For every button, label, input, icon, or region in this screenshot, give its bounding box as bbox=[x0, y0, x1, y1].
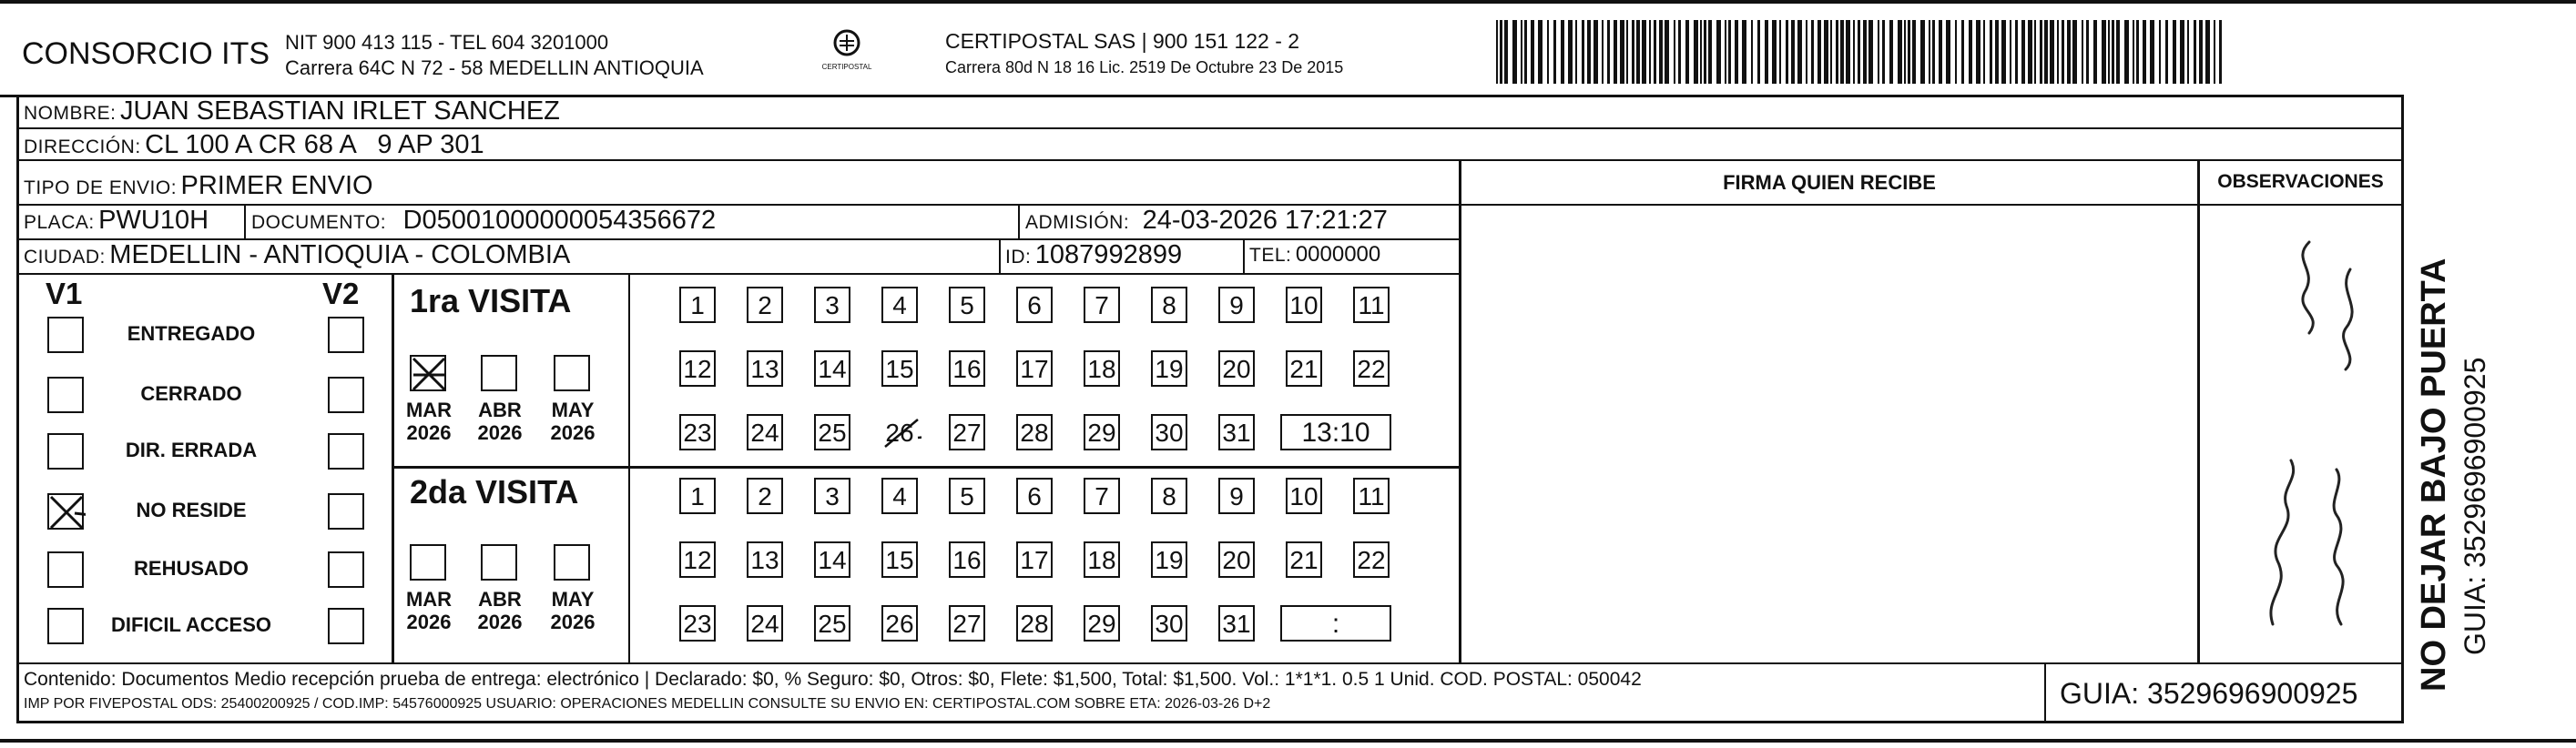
status-label: CERRADO bbox=[140, 382, 242, 405]
barcode-bar bbox=[1990, 20, 1992, 84]
document-label: DOCUMENTO: bbox=[251, 212, 387, 233]
day-box[interactable]: 3 bbox=[814, 287, 850, 323]
month-checkbox[interactable] bbox=[410, 544, 446, 581]
barcode-bar bbox=[1704, 20, 1706, 84]
visit1-title: 1ra VISITA bbox=[410, 282, 572, 319]
status-v1-checkbox[interactable] bbox=[47, 608, 84, 644]
day-box[interactable]: 15 bbox=[881, 350, 918, 387]
id-field bbox=[1005, 240, 1182, 270]
barcode-bar bbox=[1797, 20, 1802, 84]
day-box[interactable]: 31 bbox=[1218, 414, 1255, 450]
carrier-license: Carrera 80d N 18 16 Lic. 2519 De Octubre 23 De 2015 bbox=[945, 58, 1344, 76]
barcode-bar bbox=[1830, 20, 1832, 84]
day-box[interactable]: 19 bbox=[1151, 350, 1187, 387]
barcode-bar bbox=[1976, 20, 1980, 84]
barcode-bar bbox=[1863, 20, 1867, 84]
barcode-bar bbox=[1587, 20, 1591, 84]
barcode-bar bbox=[2044, 20, 2048, 84]
day-box[interactable]: 5 bbox=[949, 478, 985, 514]
day-box[interactable]: 25 bbox=[814, 414, 850, 450]
time-box[interactable]: 13:10 bbox=[1280, 414, 1391, 450]
day-box[interactable]: 14 bbox=[814, 541, 850, 578]
footer-contents: Contenido: Documentos Medio recepción prueba de entrega: electrónico | Declarado: $0, % Seguro: $0, Otros: $0, Flete: $1,500, Total: $1,500. Vol.: 1*1*1. 0.5 1 Unid. COD. POSTAL: 050042 bbox=[24, 669, 1642, 690]
month-label: MAR 2026 bbox=[405, 588, 453, 633]
barcode-bar bbox=[2205, 20, 2210, 84]
barcode-bar bbox=[2082, 20, 2083, 84]
barcode-bar bbox=[2102, 20, 2106, 84]
barcode bbox=[1496, 20, 2225, 84]
day-box[interactable]: 12 bbox=[679, 350, 716, 387]
day-box[interactable]: 23 bbox=[679, 414, 716, 450]
status-v2-checkbox[interactable] bbox=[328, 608, 364, 644]
barcode-bar bbox=[1582, 20, 1584, 84]
visit-divider bbox=[392, 466, 1459, 469]
month-checkbox[interactable] bbox=[410, 355, 446, 391]
barcode-bar bbox=[1547, 20, 1549, 84]
day-box[interactable]: 21 bbox=[1286, 350, 1322, 387]
month-label: MAY 2026 bbox=[550, 588, 596, 633]
barcode-bar bbox=[1889, 20, 1893, 84]
barcode-bar bbox=[2021, 20, 2025, 84]
time-box[interactable]: : bbox=[1280, 605, 1391, 642]
barcode-bar bbox=[1786, 20, 1788, 84]
barcode-bar bbox=[2194, 20, 2196, 84]
day-box[interactable]: 18 bbox=[1084, 541, 1120, 578]
barcode-bar bbox=[2173, 20, 2176, 84]
day-box[interactable]: 20 bbox=[1218, 541, 1255, 578]
day-box[interactable]: 27 bbox=[949, 414, 985, 450]
id-divider-right bbox=[1243, 238, 1245, 273]
city-label: CIUDAD: bbox=[24, 247, 106, 268]
barcode-bar bbox=[1725, 20, 1726, 84]
id-divider-left bbox=[999, 238, 1001, 273]
day-box[interactable]: 30 bbox=[1151, 414, 1187, 450]
status-v2-checkbox[interactable] bbox=[328, 551, 364, 588]
certipostal-logo: CERTIPOSTAL bbox=[820, 27, 874, 71]
barcode-bar bbox=[1929, 20, 1930, 84]
name-value: JUAN SEBASTIAN IRLET SANCHEZ bbox=[119, 96, 560, 126]
barcode-bar bbox=[1531, 20, 1534, 84]
company-name: CONSORCIO ITS bbox=[22, 36, 270, 71]
day-box[interactable]: 2 bbox=[747, 287, 783, 323]
barcode-bar bbox=[1708, 20, 1712, 84]
day-box[interactable]: 6 bbox=[1016, 287, 1053, 323]
barcode-bar bbox=[1898, 20, 1902, 84]
v2-header: V2 bbox=[322, 277, 360, 310]
day-box[interactable]: 24 bbox=[747, 605, 783, 642]
day-box[interactable]: 25 bbox=[814, 605, 850, 642]
footer-divider bbox=[2044, 662, 2046, 723]
send-type-label: TIPO DE ENVIO: bbox=[24, 177, 178, 198]
barcode-bar bbox=[2165, 20, 2168, 84]
status-v1-checkbox[interactable] bbox=[47, 493, 84, 530]
day-box[interactable]: 9 bbox=[1218, 478, 1255, 514]
day-box[interactable]: 22 bbox=[1353, 541, 1390, 578]
barcode-bar bbox=[1735, 20, 1738, 84]
day-box[interactable]: 18 bbox=[1084, 350, 1120, 387]
day-box[interactable]: 5 bbox=[949, 287, 985, 323]
day-box[interactable]: 1 bbox=[679, 478, 716, 514]
month-checkbox[interactable] bbox=[481, 544, 517, 581]
admission-value: 24-03-2026 17:21:27 bbox=[1142, 206, 1388, 235]
visit2-title: 2da VISITA bbox=[410, 473, 579, 510]
company-address: Carrera 64C N 72 - 58 MEDELLIN ANTIOQUIA bbox=[285, 56, 704, 79]
day-box[interactable]: 7 bbox=[1084, 478, 1120, 514]
barcode-bar bbox=[1969, 20, 1972, 84]
day-box[interactable]: 27 bbox=[949, 605, 985, 642]
barcode-bar bbox=[1524, 20, 1527, 84]
barcode-bar bbox=[1500, 20, 1502, 84]
barcode-bar bbox=[1568, 20, 1573, 84]
barcode-bar bbox=[2040, 20, 2042, 84]
barcode-bar bbox=[2108, 20, 2110, 84]
status-label: DIR. ERRADA bbox=[125, 439, 258, 461]
barcode-bar bbox=[1836, 20, 1838, 84]
carrier-name: CERTIPOSTAL SAS | 900 151 122 - 2 bbox=[945, 29, 1300, 53]
day-box[interactable]: 28 bbox=[1016, 605, 1053, 642]
address-value: CL 100 A CR 68 A 9 AP 301 bbox=[145, 130, 484, 159]
month-label: ABR 2026 bbox=[477, 588, 523, 633]
barcode-bar bbox=[2159, 20, 2161, 84]
tel-field bbox=[1249, 242, 1380, 268]
document-value: D05001000000054356672 bbox=[402, 206, 717, 235]
address-field bbox=[24, 130, 484, 160]
barcode-bar bbox=[2143, 20, 2146, 84]
barcode-bar bbox=[1791, 20, 1795, 84]
top-border bbox=[0, 0, 2576, 4]
barcode-bar bbox=[1674, 20, 1675, 84]
day-box[interactable]: 31 bbox=[1218, 605, 1255, 642]
signature-header: FIRMA QUIEN RECIBE bbox=[1723, 171, 1936, 194]
day-box[interactable]: 21 bbox=[1286, 541, 1322, 578]
barcode-bar bbox=[1868, 20, 1873, 84]
day-box[interactable]: 16 bbox=[949, 350, 985, 387]
barcode-bar bbox=[1742, 20, 1746, 84]
barcode-bar bbox=[1614, 20, 1617, 84]
barcode-bar bbox=[1538, 20, 1543, 84]
admission-label: ADMISIÓN: bbox=[1025, 212, 1130, 233]
barcode-bar bbox=[1853, 20, 1855, 84]
name-field bbox=[24, 96, 560, 126]
send-type-field bbox=[24, 171, 373, 201]
name-label: NOMBRE: bbox=[24, 103, 117, 124]
day-box[interactable]: 8 bbox=[1151, 287, 1187, 323]
day-box[interactable]: 22 bbox=[1353, 350, 1390, 387]
barcode-bar bbox=[2062, 20, 2064, 84]
barcode-bar bbox=[1772, 20, 1777, 84]
day-box[interactable]: 11 bbox=[1353, 478, 1390, 514]
day-box[interactable]: 26 bbox=[881, 605, 918, 642]
status-v2-checkbox[interactable] bbox=[328, 433, 364, 470]
day-box[interactable]: 24 bbox=[747, 414, 783, 450]
barcode-bar bbox=[2067, 20, 2071, 84]
barcode-bar bbox=[1955, 20, 1957, 84]
barcode-bar bbox=[2001, 20, 2006, 84]
barcode-bar bbox=[2028, 20, 2032, 84]
day-box[interactable]: 13 bbox=[747, 350, 783, 387]
day-box[interactable]: 4 bbox=[881, 478, 918, 514]
month-checkbox[interactable] bbox=[554, 355, 590, 391]
status-label: NO RESIDE bbox=[136, 499, 247, 521]
plate-label: PLACA: bbox=[24, 212, 95, 233]
barcode-bar bbox=[2180, 20, 2184, 84]
barcode-bar bbox=[2112, 20, 2114, 84]
barcode-bar bbox=[1561, 20, 1564, 84]
barcode-bar bbox=[1636, 20, 1640, 84]
form-left-border bbox=[16, 95, 19, 723]
barcode-bar bbox=[1694, 20, 1698, 84]
barcode-bar bbox=[1939, 20, 1942, 84]
day-box[interactable]: 12 bbox=[679, 541, 716, 578]
barcode-bar bbox=[2124, 20, 2129, 84]
barcode-bar bbox=[2010, 20, 2011, 84]
barcode-bar bbox=[1858, 20, 1860, 84]
barcode-bar bbox=[1521, 20, 1522, 84]
day-box[interactable]: 13 bbox=[747, 541, 783, 578]
row-line-1 bbox=[16, 127, 2402, 129]
barcode-bar bbox=[1678, 20, 1681, 84]
month-label: MAY 2026 bbox=[550, 399, 596, 444]
day-box[interactable]: 17 bbox=[1016, 350, 1053, 387]
month-label: ABR 2026 bbox=[477, 399, 523, 444]
day-box[interactable]: 29 bbox=[1084, 414, 1120, 450]
day-box[interactable]: 10 bbox=[1286, 478, 1322, 514]
day-box[interactable]: 10 bbox=[1286, 287, 1322, 323]
month-checkbox[interactable] bbox=[481, 355, 517, 391]
day-box[interactable]: 14 bbox=[814, 350, 850, 387]
day-box[interactable]: 19 bbox=[1151, 541, 1187, 578]
barcode-bar bbox=[1904, 20, 1906, 84]
barcode-bar bbox=[2133, 20, 2134, 84]
observations-header: OBSERVACIONES bbox=[2217, 171, 2384, 192]
address-label: DIRECCIÓN: bbox=[24, 136, 141, 157]
month-checkbox[interactable] bbox=[554, 544, 590, 581]
status-label: ENTREGADO bbox=[127, 322, 256, 345]
barcode-bar bbox=[2187, 20, 2189, 84]
status-v2-checkbox[interactable] bbox=[328, 377, 364, 413]
id-value: 1087992899 bbox=[1034, 240, 1183, 269]
barcode-bar bbox=[1700, 20, 1702, 84]
barcode-bar bbox=[1946, 20, 1950, 84]
checkmark-x-icon bbox=[49, 495, 86, 531]
barcode-bar bbox=[1824, 20, 1828, 84]
barcode-bar bbox=[1504, 20, 1508, 84]
plate-divider bbox=[244, 204, 246, 238]
barcode-bar bbox=[1626, 20, 1628, 84]
admission-divider bbox=[1018, 204, 1020, 238]
barcode-bar bbox=[1757, 20, 1760, 84]
barcode-bar bbox=[2057, 20, 2059, 84]
barcode-bar bbox=[1607, 20, 1610, 84]
observations-handwriting bbox=[2200, 206, 2401, 662]
day-strike-mark bbox=[881, 414, 921, 454]
form-right-border bbox=[2401, 95, 2404, 723]
day-box[interactable]: 17 bbox=[1016, 541, 1053, 578]
barcode-bar bbox=[1575, 20, 1577, 84]
day-box[interactable]: 29 bbox=[1084, 605, 1120, 642]
send-type-value: PRIMER ENVIO bbox=[180, 171, 373, 200]
barcode-bar bbox=[1806, 20, 1807, 84]
status-v1-checkbox[interactable] bbox=[47, 377, 84, 413]
barcode-bar bbox=[1716, 20, 1721, 84]
barcode-bar bbox=[1649, 20, 1651, 84]
barcode-bar bbox=[1642, 20, 1646, 84]
barcode-bar bbox=[1779, 20, 1781, 84]
barcode-bar bbox=[1932, 20, 1935, 84]
barcode-bar bbox=[1685, 20, 1689, 84]
status-v2-checkbox[interactable] bbox=[328, 317, 364, 353]
status-top bbox=[16, 273, 19, 275]
barcode-bar bbox=[1620, 20, 1624, 84]
plate-value: PWU10H bbox=[98, 206, 209, 235]
day-box[interactable]: 7 bbox=[1084, 287, 1120, 323]
barcode-bar bbox=[2219, 20, 2222, 84]
barcode-bar bbox=[1659, 20, 1663, 84]
barcode-bar bbox=[1553, 20, 1556, 84]
day-box[interactable]: 3 bbox=[814, 478, 850, 514]
day-box[interactable]: 4 bbox=[881, 287, 918, 323]
day-box[interactable]: 28 bbox=[1016, 414, 1053, 450]
barcode-bar bbox=[2015, 20, 2018, 84]
barcode-bar bbox=[1878, 20, 1879, 84]
barcode-bar bbox=[2050, 20, 2054, 84]
signature-left-border bbox=[1459, 159, 1461, 663]
barcode-bar bbox=[2150, 20, 2154, 84]
day-box[interactable]: 20 bbox=[1218, 350, 1255, 387]
status-v1-checkbox[interactable] bbox=[47, 551, 84, 588]
day-box[interactable]: 26 bbox=[881, 414, 918, 450]
barcode-bar bbox=[1751, 20, 1753, 84]
barcode-bar bbox=[1765, 20, 1768, 84]
document-field bbox=[251, 206, 716, 236]
barcode-bar bbox=[1840, 20, 1844, 84]
barcode-bar bbox=[2034, 20, 2036, 84]
day-box[interactable]: 1 bbox=[679, 287, 716, 323]
barcode-bar bbox=[1983, 20, 1985, 84]
barcode-bar bbox=[1995, 20, 1999, 84]
side-notice: NO DEJAR BAJO PUERTA bbox=[2415, 258, 2453, 692]
city-field bbox=[24, 240, 570, 270]
barcode-bar bbox=[1817, 20, 1821, 84]
checkmark-x-icon bbox=[412, 357, 448, 393]
barcode-bar bbox=[1908, 20, 1910, 84]
day-box[interactable]: 9 bbox=[1218, 287, 1255, 323]
tel-value: 0000000 bbox=[1295, 242, 1381, 267]
day-box[interactable]: 2 bbox=[747, 478, 783, 514]
barcode-bar bbox=[1920, 20, 1925, 84]
status-label: DIFICIL ACCESO bbox=[110, 613, 271, 636]
day-box[interactable]: 15 bbox=[881, 541, 918, 578]
barcode-bar bbox=[1496, 20, 1498, 84]
barcode-bar bbox=[2072, 20, 2077, 84]
barcode-bar bbox=[1654, 20, 1656, 84]
month-label: MAR 2026 bbox=[405, 399, 453, 444]
visit-inner-border bbox=[628, 273, 630, 663]
barcode-bar bbox=[1811, 20, 1814, 84]
barcode-bar bbox=[1632, 20, 1634, 84]
admission-field bbox=[1025, 206, 1388, 236]
day-box[interactable]: 6 bbox=[1016, 478, 1053, 514]
barcode-bar bbox=[1846, 20, 1850, 84]
day-box[interactable]: 8 bbox=[1151, 478, 1187, 514]
status-label: REHUSADO bbox=[134, 557, 249, 580]
v1-header: V1 bbox=[46, 277, 83, 310]
status-v1-checkbox[interactable] bbox=[47, 433, 84, 470]
barcode-bar bbox=[2086, 20, 2089, 84]
barcode-bar bbox=[1593, 20, 1598, 84]
barcode-bar bbox=[1882, 20, 1885, 84]
footer-print-line: IMP POR FIVEPOSTAL ODS: 25400200925 / COD.IMP: 54576000925 USUARIO: OPERACIONES MEDELLIN CONSULTE SU ENVIO EN: CERTIPOSTAL.COM SOBRE ETA: 2026-03-26 D+2 bbox=[24, 696, 1271, 712]
day-box[interactable]: 30 bbox=[1151, 605, 1187, 642]
company-nit-tel: NIT 900 413 115 - TEL 604 3201000 bbox=[285, 31, 609, 54]
barcode-bar bbox=[2116, 20, 2120, 84]
barcode-bar bbox=[1728, 20, 1731, 84]
status-v1-checkbox[interactable] bbox=[47, 317, 84, 353]
row-line-5 bbox=[16, 273, 1459, 275]
tel-label: TEL: bbox=[1249, 245, 1292, 266]
status-v2-checkbox[interactable] bbox=[328, 493, 364, 530]
barcode-bar bbox=[1665, 20, 1669, 84]
footer-guide: GUIA: 3529696900925 bbox=[2060, 677, 2358, 710]
barcode-bar bbox=[1961, 20, 1964, 84]
bottom-border bbox=[0, 739, 2576, 743]
barcode-bar bbox=[1912, 20, 1916, 84]
day-box[interactable]: 23 bbox=[679, 605, 716, 642]
barcode-bar bbox=[2214, 20, 2215, 84]
barcode-bar bbox=[2093, 20, 2097, 84]
barcode-bar bbox=[1602, 20, 1604, 84]
side-guide: GUIA: 3529696900925 bbox=[2459, 357, 2491, 655]
logo-icon bbox=[831, 27, 862, 58]
day-box[interactable]: 11 bbox=[1353, 287, 1390, 323]
plate-field bbox=[24, 206, 209, 236]
barcode-bar bbox=[1512, 20, 1517, 84]
city-value: MEDELLIN - ANTIOQUIA - COLOMBIA bbox=[109, 240, 571, 269]
id-label: ID: bbox=[1005, 247, 1032, 268]
barcode-bar bbox=[2199, 20, 2203, 84]
barcode-bar bbox=[2136, 20, 2139, 84]
day-box[interactable]: 16 bbox=[949, 541, 985, 578]
